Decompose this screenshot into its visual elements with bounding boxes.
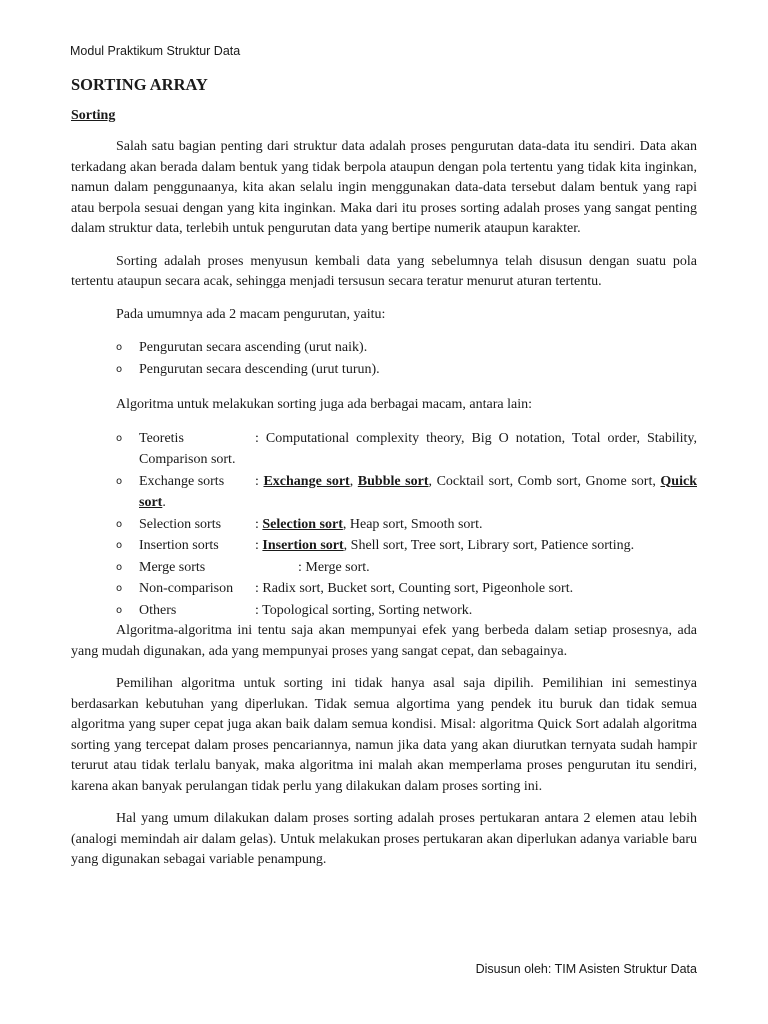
highlight-exchange-sort: Exchange sort [263, 473, 350, 489]
list-item: o Pengurutan secara descending (urut turun). [71, 359, 697, 381]
category-label: Exchange sorts [139, 473, 225, 489]
category-items: Computational complexity theory, Big O notation, Total order, Stability, Comparison sort. [139, 430, 697, 467]
highlight-selection-sort: Selection sort [262, 516, 343, 532]
page-title: SORTING ARRAY [71, 75, 208, 94]
page-header: Modul Praktikum Struktur Data [70, 44, 241, 58]
paragraph-swap: Hal yang umum dilakukan dalam proses sorting adalah proses pertukaran antara 2 elemen atau lebih (analogi memindah air dalam gelas). Untuk melakukan proses pertukaran akan diperlukan adanya variable baru yang digunakan sebagai variable penampung. [71, 811, 697, 867]
paragraph-order-intro: Pada umumnya ada 2 macam pengurutan, yaitu: [116, 306, 386, 322]
category-label: Selection sorts [139, 516, 222, 532]
paragraph-definition: Sorting adalah proses menyusun kembali data yang sebelumnya telah disusun dengan suatu pola tertentu ataupun secara acak, sehingga menjadi tersusun secara teratur menurut aturan tertentu. [71, 253, 697, 289]
paragraph-effects: Algoritma-algoritma ini tentu saja akan mempunyai efek yang berbeda dalam setiap prosesnya, ada yang mudah digunakan, ada yang mempunyai proses yang sangat cepat, dan sebagainya. [71, 623, 697, 659]
algorithm-list [71, 428, 697, 622]
highlight-bubble-sort: Bubble sort [357, 473, 429, 489]
list-item-others: o Others : Topological sorting, Sorting network. [71, 600, 697, 622]
category-label: Non-comparison [139, 581, 234, 596]
list-item-insertion: o Insertion sorts : Insertion sort, Shell sort, Tree sort, Library sort, Patience sorting. [71, 535, 697, 557]
paragraph-intro: Salah satu bagian penting dari struktur data adalah proses pengurutan data-data itu sendiri. Data akan terkadang akan berada dalam bentuk yang tidak berpola ataupun dengan pola tertentu yang tidak kita inginkan, namun dalam penggunaanya, kita akan selalu ingin menggunakan data-data tersebut dalam bentuk yang rapi atau berpola sesuai dengan yang kita inginkan. Maka dari itu proses sorting adalah proses yang sangat penting dalam struktur data, terlebih untuk pengurutan data yang bertipe numerik ataupun karakter. [71, 139, 697, 236]
document-body [71, 74, 697, 883]
bullet-marker: o [116, 561, 123, 573]
paragraph-algorithms-intro: Algoritma untuk melakukan sorting juga ada berbagai macam, antara lain: [116, 397, 532, 412]
category-items: Merge sort. [305, 559, 370, 575]
list-item-merge: o Merge sorts : Merge sort. [71, 557, 697, 579]
highlight-quick-sort: Quick sort [139, 473, 697, 510]
category-items: Topological sorting, Sorting network. [262, 602, 473, 618]
list-item-teoretis: o Teoretis : Computational complexity theory, Big O notation, Total order, Stability, Comparison sort. [71, 428, 697, 471]
bullet-marker: o [116, 342, 123, 353]
bullet-marker: o [116, 540, 123, 551]
category-label: Others [139, 602, 177, 618]
category-label: Insertion sorts [139, 538, 219, 553]
bullet-marker: o [116, 432, 123, 444]
bullet-marker: o [116, 604, 123, 616]
bullet-marker: o [116, 364, 123, 375]
list-item: o Pengurutan secara ascending (urut naik). [71, 337, 697, 359]
category-label: Teoretis [139, 430, 184, 446]
bullet-marker: o [116, 475, 123, 487]
order-types-list [71, 337, 697, 381]
bullet-marker: o [116, 518, 123, 530]
list-item-selection: o Selection sorts : Selection sort, Heap sort, Smooth sort. [71, 514, 697, 536]
paragraph-selection: Pemilihan algoritma untuk sorting ini tidak hanya asal saja dipilih. Pemilihian ini semestinya berdasarkan kebutuhan yang diperlukan. Tidak semua algortima yang pendek itu buruk dan tidak semua algoritma yang super cepat juga akan baik dalam semua kondisi. Misal: algoritma Quick Sort adalah algoritma sorting yang tercepat dalam proses pencariannya, namun jika data yang akan diurutkan ternyata sudah hampir terurut atau tidak terlalu banyak, maka algoritma ini malah akan memperlama proses pengurutan itu sendiri, karena akan banyak perulangan tidak perlu yang dilakukan dalam proses sorting ini. [71, 676, 697, 794]
bullet-marker: o [116, 583, 123, 594]
list-item-noncomparison: o Non-comparison : Radix sort, Bucket sort, Counting sort, Pigeonhole sort. [71, 578, 697, 600]
section-heading: Sorting [71, 108, 116, 123]
highlight-insertion-sort: Insertion sort [262, 538, 344, 553]
category-items: Radix sort, Bucket sort, Counting sort, Pigeonhole sort. [262, 581, 574, 596]
category-label: Merge sorts [139, 559, 206, 575]
list-item-exchange: o Exchange sorts : Exchange sort, Bubble sort, Cocktail sort, Comb sort, Gnome sort, Quick sort. [71, 471, 697, 514]
page-footer: Disusun oleh: TIM Asisten Struktur Data [475, 962, 697, 976]
